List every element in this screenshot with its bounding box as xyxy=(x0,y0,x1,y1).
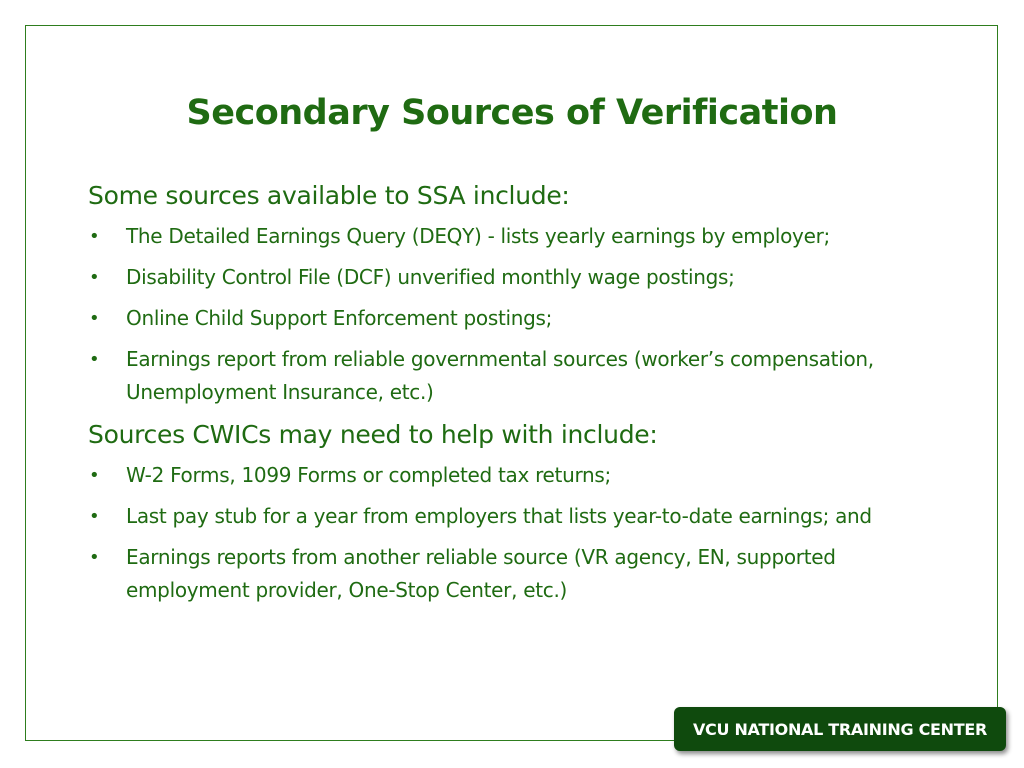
vcu-ntc-logo-text: VCU NATIONAL TRAINING CENTER xyxy=(692,719,988,739)
list-item-text: Online Child Support Enforcement postings; xyxy=(126,306,553,330)
slide-body xyxy=(88,178,908,615)
section-heading-ssa: Some sources available to SSA include: xyxy=(88,181,570,210)
list-item-text: W-2 Forms, 1099 Forms or completed tax returns; xyxy=(126,463,611,487)
bullet-icon: • xyxy=(89,465,100,486)
vcu-ntc-logo-badge xyxy=(674,707,1006,751)
list-item xyxy=(88,541,908,607)
section-heading-cwics: Sources CWICs may need to help with include: xyxy=(88,420,658,449)
list-item xyxy=(88,500,908,533)
list-item xyxy=(88,343,908,409)
bullet-icon: • xyxy=(89,506,100,527)
cwic-sources-list xyxy=(88,459,908,607)
list-item xyxy=(88,459,908,492)
list-item-text: Last pay stub for a year from employers that lists year-to-date earnings; and xyxy=(126,504,872,528)
list-item-text: Disability Control File (DCF) unverified monthly wage postings; xyxy=(126,265,735,289)
bullet-icon: • xyxy=(89,267,100,288)
slide-title: Secondary Sources of Verification xyxy=(186,93,838,133)
list-item xyxy=(88,302,908,335)
list-item-text: Earnings report from reliable governmental sources (worker’s compensation, Unemployment Insurance, etc.) xyxy=(126,347,874,404)
list-item-text: The Detailed Earnings Query (DEQY) - lists yearly earnings by employer; xyxy=(126,224,830,248)
bullet-icon: • xyxy=(89,226,100,247)
list-item-text: Earnings reports from another reliable source (VR agency, EN, supported employment provider, One-Stop Center, etc.) xyxy=(126,545,836,602)
list-item xyxy=(88,261,908,294)
ssa-sources-list xyxy=(88,220,908,409)
bullet-icon: • xyxy=(89,349,100,370)
bullet-icon: • xyxy=(89,308,100,329)
bullet-icon: • xyxy=(89,547,100,568)
list-item xyxy=(88,220,908,253)
